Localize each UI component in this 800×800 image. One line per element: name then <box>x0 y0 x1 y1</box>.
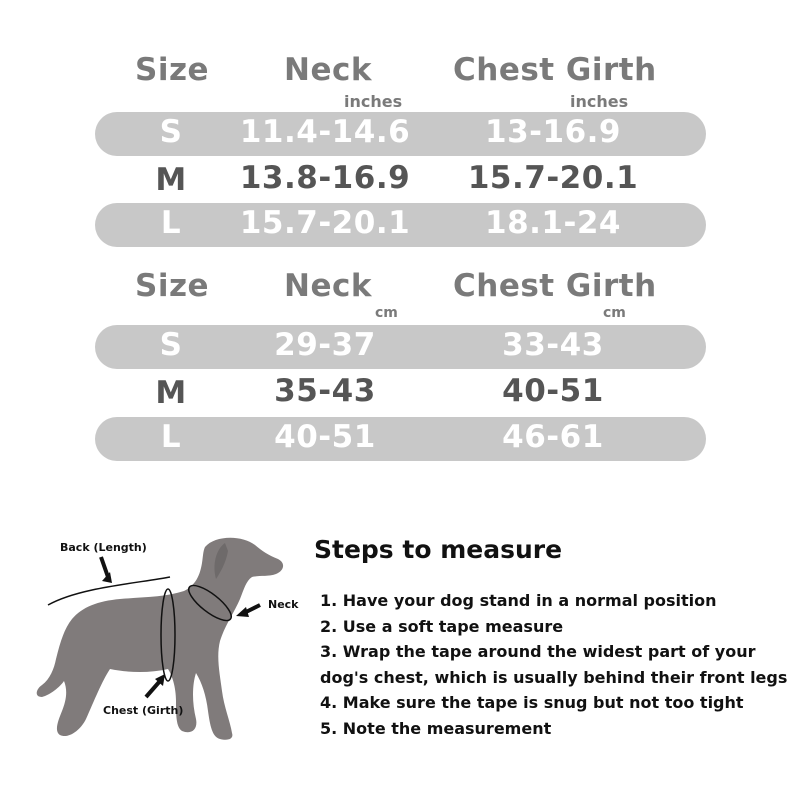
chest-cell: 15.7-20.1 <box>467 160 639 196</box>
steps-list <box>320 588 787 741</box>
chest-unit-cm: cm <box>603 305 626 321</box>
neck-label: Neck <box>268 598 299 611</box>
neck-cell: 13.8-16.9 <box>239 160 411 196</box>
table-row <box>95 417 706 461</box>
size-cell: S <box>159 114 183 150</box>
chest-cell: 33-43 <box>502 327 604 363</box>
neck-unit-cm: cm <box>375 305 398 321</box>
table-row <box>95 203 706 247</box>
chest-cell: 40-51 <box>502 373 604 409</box>
step-item: 3. Wrap the tape around the widest part of your <box>320 642 756 661</box>
dog-measure-diagram <box>20 525 310 755</box>
size-header-cm: Size <box>135 268 210 304</box>
size-header-inches: Size <box>135 52 210 88</box>
size-cell: S <box>159 327 183 363</box>
step-item: 2. Use a soft tape measure <box>320 616 564 636</box>
table-row <box>95 158 706 202</box>
step-item: 5. Note the measurement <box>320 718 552 738</box>
size-cell: L <box>160 419 182 455</box>
neck-header-inches: Neck <box>284 52 372 88</box>
step-item: 1. Have your dog stand in a normal position <box>320 591 717 610</box>
size-cell: L <box>160 205 182 241</box>
neck-unit-inches: inches <box>344 92 403 111</box>
chest-cell: 18.1-24 <box>485 205 621 241</box>
steps-title: Steps to measure <box>314 535 563 564</box>
chest-cell: 46-61 <box>502 419 604 455</box>
neck-header-cm: Neck <box>284 268 372 304</box>
table-row <box>95 371 706 415</box>
size-cell: M <box>155 162 187 198</box>
table-row <box>95 112 706 156</box>
neck-cell: 29-37 <box>274 327 376 363</box>
back-length-label: Back (Length) <box>60 541 147 554</box>
chest-cell: 13-16.9 <box>485 114 621 150</box>
neck-cell: 35-43 <box>274 373 376 409</box>
chest-unit-inches: inches <box>570 92 629 111</box>
step-item: 4. Make sure the tape is snug but not too tight <box>320 693 744 712</box>
chest-header-cm: Chest Girth <box>453 268 657 304</box>
neck-cell: 40-51 <box>274 419 376 455</box>
step-item: dog's chest, which is usually behind their front legs <box>320 667 788 687</box>
chest-header-inches: Chest Girth <box>453 52 657 88</box>
table-row <box>95 325 706 369</box>
neck-cell: 15.7-20.1 <box>239 205 411 241</box>
neck-cell: 11.4-14.6 <box>239 114 411 150</box>
chest-girth-label: Chest (Girth) <box>103 704 184 717</box>
size-cell: M <box>155 375 187 411</box>
